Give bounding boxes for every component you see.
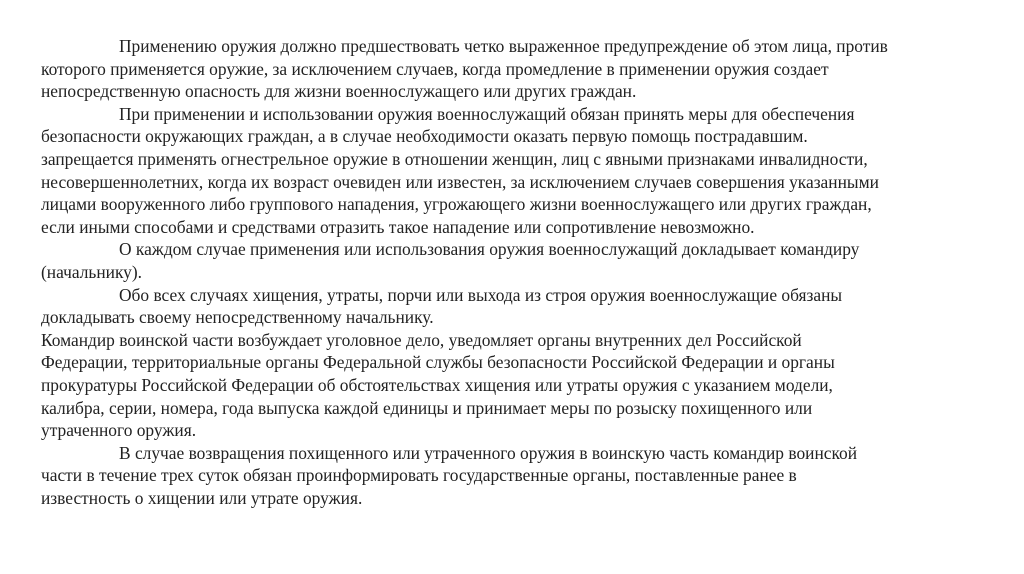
paragraph-warning-before-use [41,35,991,103]
text-line: части в течение трех суток обязан проинформировать государственные органы, поставленные ранее в [41,465,797,486]
paragraph-safety-measures [41,103,991,239]
text-line: Командир воинской части возбуждает уголовное дело, уведомляет органы внутренних дел Российской [41,329,802,350]
text-line: О каждом случае применения или использования оружия военнослужащий докладывает командиру [119,239,860,260]
text-line: лицами вооруженного либо группового нападения, угрожающего жизни военнослужащего или других граждан, [41,194,872,215]
text-line: докладывать своему непосредственному начальнику. [41,307,434,328]
text-line: калибра, серии, номера, года выпуска каждой единицы и принимает меры по розыску похищенного или [41,397,813,418]
text-line: Федерации, территориальные органы Федеральной службы безопасности Российской Федерации и органы [41,352,835,373]
text-line: если иными способами и средствами отразить такое нападение или сопротивление невозможно. [41,216,755,237]
paragraph-return-of-weapon [41,442,991,510]
document-body [41,35,991,509]
text-line: (начальнику). [41,261,142,282]
paragraph-report-to-commander [41,238,991,283]
text-line: известность о хищении или утрате оружия. [41,487,363,508]
text-line: запрещается применять огнестрельное оружие в отношении женщин, лиц с явными признаками инвалидности, [41,148,868,169]
text-line: Обо всех случаях хищения, утраты, порчи или выхода из строя оружия военнослужащие обязаны [119,284,843,305]
text-line: непосредственную опасность для жизни военнослужащего или других граждан. [41,81,637,102]
text-line: утраченного оружия. [41,420,197,441]
paragraph-commander-actions [41,329,991,442]
paragraph-report-loss [41,284,991,329]
text-line: которого применяется оружие, за исключением случаев, когда промедление в применении оружия создает [41,58,829,79]
text-line: Применению оружия должно предшествовать четко выраженное предупреждение об этом лица, против [119,36,888,56]
text-line: безопасности окружающих граждан, а в случае необходимости оказать первую помощь пострадавшим. [41,126,808,147]
text-line: несовершеннолетних, когда их возраст очевиден или известен, за исключением случаев совершения указанными [41,171,879,192]
text-line: В случае возвращения похищенного или утраченного оружия в воинскую часть командир воинской [119,442,858,463]
text-line: При применении и использовании оружия военнослужащий обязан принять меры для обеспечения [119,103,855,124]
text-line: прокуратуры Российской Федерации об обстоятельствах хищения или утраты оружия с указанием модели, [41,374,833,395]
